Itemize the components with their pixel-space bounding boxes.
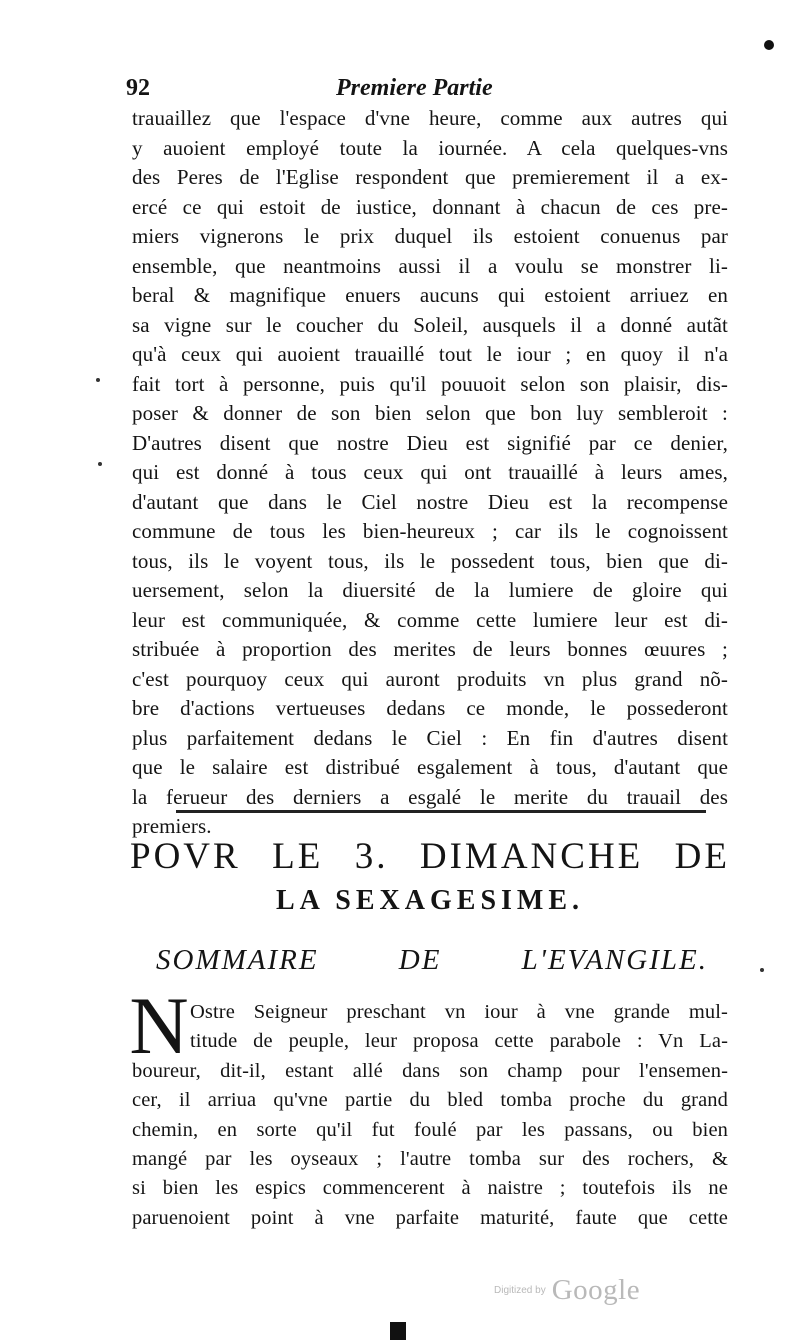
text-line: titude de peuple, leur proposa cette parabole : Vn La-: [190, 1030, 728, 1053]
text-line: plus parfaitement dedans le Ciel : En fin d'autres disent: [132, 725, 728, 750]
section-divider-rule: [176, 810, 706, 813]
text-line: si bien les espics commencerent à naistre ; toutefois ils ne: [132, 1177, 728, 1200]
text-line: premiers.: [132, 814, 212, 838]
summary-paragraph: [132, 998, 728, 1233]
text-line: c'est pourquoy ceux qui auront produits vn plus grand nõ-: [132, 666, 728, 691]
margin-speck: [760, 968, 764, 972]
drop-cap: N: [129, 980, 189, 1071]
paragraph-body: [132, 104, 728, 842]
section-heading: POVR LE 3. DIMANCHE DE: [130, 836, 730, 877]
text-line: stribuée à proportion des merites de leurs bonnes œuures ;: [132, 637, 728, 661]
text-line: miers vignerons le prix duquel ils estoient conuenus par: [132, 224, 728, 248]
text-line: bre d'actions vertueuses dedans ce monde, le possederont: [132, 696, 728, 720]
running-head: [126, 70, 726, 106]
text-line: mangé par les oyseaux ; l'autre tomba sur des rochers, &: [132, 1147, 728, 1170]
ink-blot-mark: [764, 40, 774, 50]
page-edge-mark: [390, 1322, 406, 1340]
text-line: sa vigne sur le coucher du Soleil, ausquels il a donné autãt: [132, 312, 728, 337]
summary-heading: SOMMAIRE DE L'EVANGILE.: [156, 944, 708, 976]
margin-speck: [96, 378, 100, 382]
text-line: cer, il arriua qu'vne partie du bled tomba proche du grand: [132, 1089, 728, 1112]
watermark-prefix: Digitized by: [494, 1285, 546, 1296]
text-line: ensemble, que neantmoins aussi il a voulu se monstrer li-: [132, 253, 728, 278]
text-line: qui est donné à tous ceux qui ont trauaillé à leurs ames,: [132, 460, 728, 484]
text-line: ercé ce qui estoit de iustice, donnant à chacun de ces pre-: [132, 194, 728, 219]
running-title: Premiere Partie: [336, 75, 493, 101]
text-line: D'autres disent que nostre Dieu est signifié par ce denier,: [132, 430, 728, 455]
text-line: qu'à ceux qui auoient trauaillé tout le iour ; en quoy il n'a: [132, 342, 728, 366]
text-line: poser & donner de son bien selon que bon luy sembleroit :: [132, 401, 728, 425]
margin-speck: [98, 462, 102, 466]
text-line: Ostre Seigneur preschant vn iour à vne grande mul-: [190, 1001, 728, 1023]
watermark-brand: Google: [551, 1274, 641, 1306]
section-subheading: LA SEXAGESIME.: [275, 885, 585, 916]
text-line: boureur, dit-il, estant allé dans son champ pour l'ensemen-: [132, 1059, 728, 1082]
text-line: tous, ils le voyent tous, ils le possedent tous, bien que di-: [132, 548, 728, 573]
text-line: uersement, selon la diuersité de la lumiere de gloire qui: [132, 578, 728, 602]
text-line: commune de tous les bien-heureux ; car ils le cognoissent: [132, 519, 728, 543]
text-line: fait tort à personne, puis qu'il pouuoit selon son plaisir, dis-: [132, 371, 728, 396]
text-line: leur est communiquée, & comme cette lumiere leur est di-: [132, 607, 728, 632]
text-line: trauaillez que l'espace d'vne heure, comme aux autres qui: [132, 106, 728, 130]
page-number: 92: [126, 75, 150, 101]
text-line: d'autant que dans le Ciel nostre Dieu est la recompense: [132, 489, 728, 514]
text-line: que le salaire est distribué esgalement à tous, d'autant que: [132, 755, 728, 779]
text-line: beral & magnifique enuers aucuns qui estoient arriuez en: [132, 283, 728, 307]
text-line: chemin, en sorte qu'il fut foulé par les passans, ou bien: [132, 1118, 728, 1141]
text-line: la ferueur des derniers a esgalé le merite du trauail des: [132, 784, 728, 809]
text-line: paruenoient point à vne parfaite maturité, faute que cette: [132, 1206, 728, 1229]
text-line: y auoient employé toute la iournée. A cela quelques-vns: [132, 135, 728, 160]
text-line: des Peres de l'Eglise respondent que premierement il a ex-: [132, 165, 728, 189]
digitization-watermark: [494, 1274, 664, 1314]
